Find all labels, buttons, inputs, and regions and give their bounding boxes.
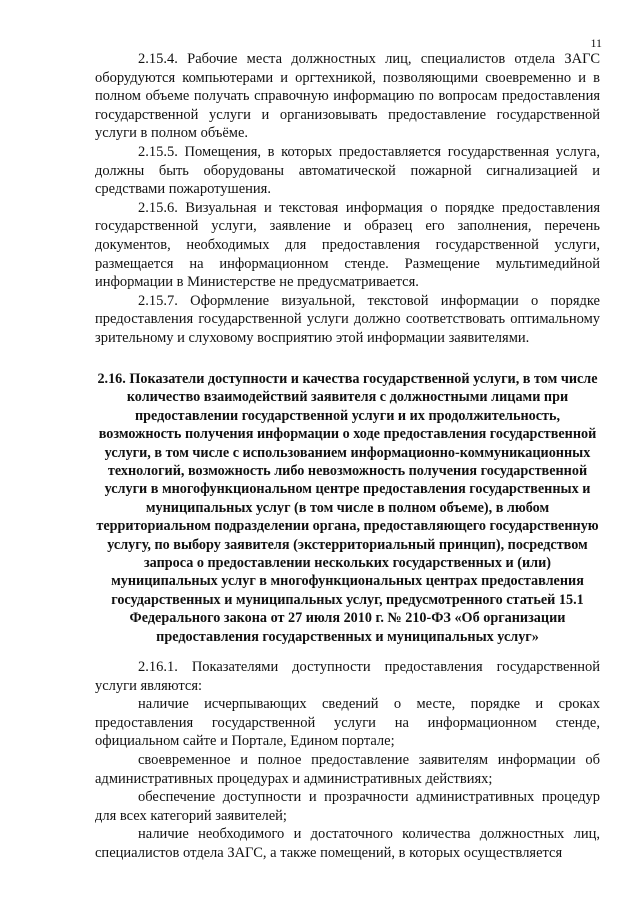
page-number: 11 (590, 36, 602, 50)
list-item: наличие необходимого и достаточного количества должностных лиц, специалистов отдела ЗАГС, а также помещений, в которых осуществляется (95, 826, 600, 861)
section-heading: 2.16. Показатели доступности и качества государственной услуги, в том числе количество взаимодействий заявителя с должностными лицами при предоставлении государственной услуги и их продолжительность, возможность получения информации о ходе предоставления государственной услуги, в том числе с использованием информационно-коммуникационных технологий, возможность либо невозможность получения государственной услуги в многофункциональном центре предоставления государственных и муниципальных услуг (в том числе в полном объеме), в любом территориальном подразделении органа, предоставляющего государственную услугу, по выбору заявителя (экстерриториальный принцип), посредством запроса о предоставлении нескольких государственных и (или) муниципальных услуг в многофункциональных центрах предоставления государственных и муниципальных услуг, предусмотренного статьей 15.1 Федерального закона от 27 июля 2010 г. № 210-ФЗ «Об организации предоставления государственных и муниципальных услуг» (96, 371, 599, 645)
paragraph-2-15-5: 2.15.5. Помещения, в которых предоставляется государственная услуга, должны быть оборудованы автоматической пожарной сигнализацией и средствами пожаротушения. (95, 143, 600, 198)
paragraph-2-16-1: 2.16.1. Показателями доступности предоставления государственной услуги являются: (95, 659, 600, 694)
list-item: своевременное и полное предоставление заявителям информации об административных процедурах и административных действиях; (95, 751, 600, 787)
section-2-16 (95, 370, 600, 646)
paragraph-2-15-4: 2.15.4. Рабочие места должностных лиц, специалистов отдела ЗАГС оборудуются компьютерами и оргтехникой, позволяющими своевременно и в полном объеме получать справочную информацию по вопросам предоставления государственной услуги и организовывать предоставление государственной услуги в полном объёме. (95, 51, 600, 142)
paragraph-2-15-7: 2.15.7. Оформление визуальной, текстовой информации о порядке предоставления государственной услуги должно соответствовать оптимальному зрительному и слуховому восприятию этой информации заявителями. (95, 292, 600, 346)
top-paragraphs (95, 50, 600, 348)
bottom-paragraphs (95, 658, 600, 863)
paragraph-2-15-6: 2.15.6. Визуальная и текстовая информация о порядке предоставления государственной услуги, заявление и образец его заполнения, перечень документов, необходимых для предоставления государственной услуги, размещается на информационном стенде. Размещение мультимедийной информации в Министерстве не предусматривается. (95, 199, 600, 291)
list-item: обеспечение доступности и прозрачности административных процедур для всех категорий заявителей; (95, 789, 600, 824)
list-item: наличие исчерпывающих сведений о месте, порядке и сроках предоставления государственной услуги на информационном стенде, официальном сайте и Портале, Едином портале; (95, 696, 600, 750)
